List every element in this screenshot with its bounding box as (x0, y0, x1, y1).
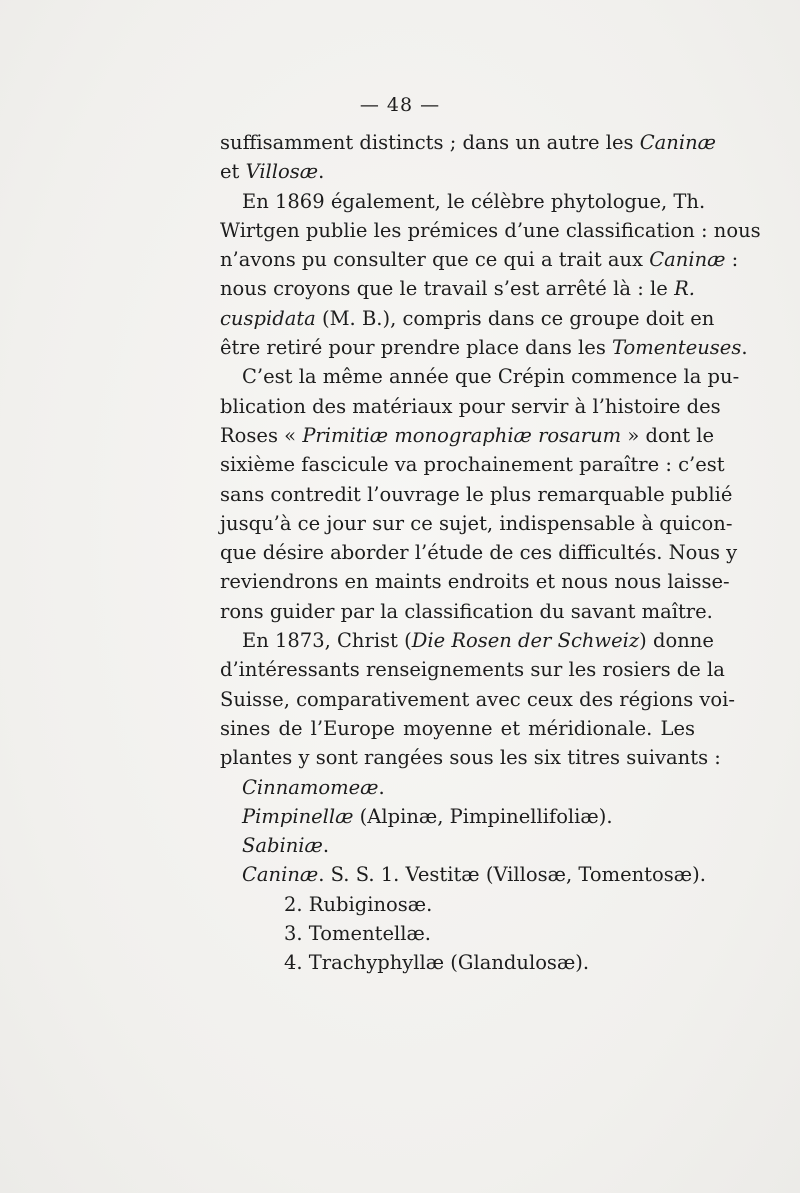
text-line: cuspidata (M. B.), compris dans ce groupe doit en (220, 306, 715, 330)
list-item: Pimpinellæ (Alpinæ, Pimpinellifoliæ). (242, 804, 613, 828)
text-line: sans contredit l’ouvrage le plus remarquable publié (220, 482, 733, 506)
text-line: sines de l’Europe moyenne et méridionale. Les (220, 716, 695, 740)
text-line: nous croyons que le travail s’est arrêté là : le R. (220, 277, 695, 301)
text-line: d’intéressants renseignements sur les rosiers de la (220, 658, 725, 682)
text-line: En 1873, Christ (Die Rosen der Schweiz) donne (242, 629, 714, 653)
text-line: sixième fascicule va prochainement paraître : c’est (220, 453, 725, 477)
text-line: jusqu’à ce jour sur ce sujet, indispensable à quicon- (220, 511, 733, 535)
text-line: rons guider par la classification du savant maître. (220, 599, 713, 623)
text-line: être retiré pour prendre place dans les Tomenteuses. (220, 336, 748, 360)
text-line: Wirtgen publie les prémices d’une classification : nous (220, 218, 761, 242)
text-line: plantes y sont rangées sous les six titres suivants : (220, 746, 721, 770)
text-line: que désire aborder l’étude de ces difficultés. Nous y (220, 541, 738, 565)
text-line: Roses « Primitiæ monographiæ rosarum » dont le (220, 423, 715, 447)
text-line: En 1869 également, le célèbre phytologue, Th. (242, 189, 706, 213)
list-subitem: 3. Tomentellæ. (284, 922, 432, 946)
text-line: blication des matériaux pour servir à l’histoire des (220, 394, 721, 418)
text-line: et Villosæ. (220, 160, 325, 184)
list-subitem: 2. Rubiginosæ. (284, 892, 433, 916)
page-number: — 48 — (359, 94, 441, 116)
text-line: C’est la même année que Crépin commence la pu- (242, 365, 740, 389)
body-text (220, 128, 761, 978)
list-item: Caninæ. S. S. 1. Vestitæ (Villosæ, Tomentosæ). (242, 863, 706, 887)
list-subitem: 4. Trachyphyllæ (Glandulosæ). (284, 951, 590, 975)
text-line: suffisamment distincts ; dans un autre les Caninæ (220, 131, 716, 154)
text-line: n’avons pu consulter que ce qui a trait aux Caninæ : (220, 248, 739, 272)
list-item: Cinnamomeæ. (242, 775, 385, 799)
text-line: Suisse, comparativement avec ceux des régions voi- (220, 687, 735, 711)
list-item: Sabiniæ. (242, 834, 330, 858)
text-line: reviendrons en maints endroits et nous nous laisse- (220, 570, 730, 594)
